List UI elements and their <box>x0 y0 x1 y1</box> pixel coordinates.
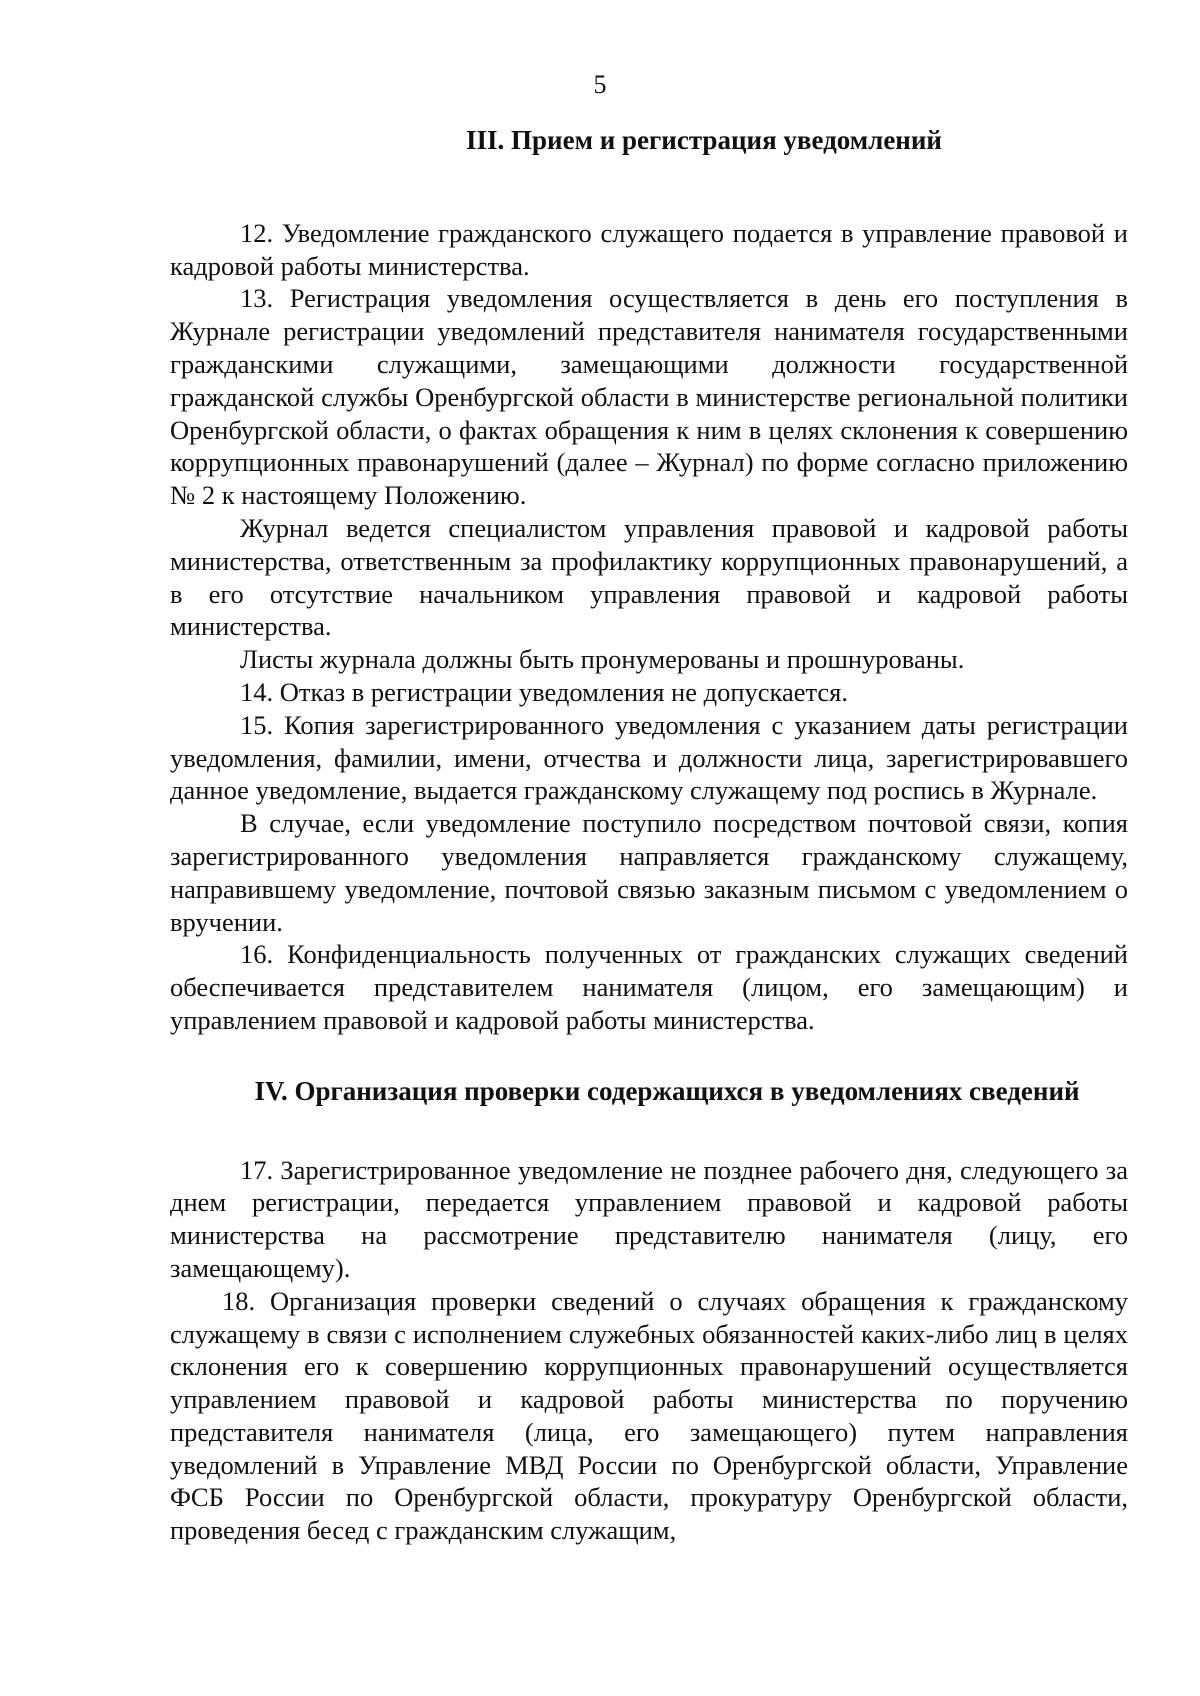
document-body <box>170 124 1128 1547</box>
paragraph-14: 14. Отказ в регистрации уведомления не допускается. <box>240 676 848 707</box>
paragraph-17: 17. Зарегистрированное уведомление не позднее рабочего дня, следующего за днем регистрации, передается управлением правовой и кадровой работы министерства на рассмотрение представителю нанимателя (лицу, его замещающему). <box>170 1154 1128 1283</box>
paragraph-16: 16. Конфиденциальность полученных от гражданских служащих сведений обеспечивается представителем нанимателя (лицом, его замещающим) и управлением правовой и кадровой работы министерства. <box>170 939 1128 1035</box>
section-4-heading: IV. Организация проверки содержащихся в уведомлениях сведений <box>254 1075 1080 1106</box>
paragraph-18: 18. Организация проверки сведений о случаях обращения к гражданскому служащему в связи с исполнением служебных обязанностей каких-либо лиц в целях склонения его к совершению коррупционных правонарушений осуществляется управлением правовой и кадровой работы министерства по поручению представителя нанимателя (лица, его замещающего) путем направления уведомлений в Управление МВД России по Оренбургской области, Управление ФСБ России по Оренбургской области, прокуратуру Оренбургской области, проведения бесед с гражданским служащим, <box>170 1285 1128 1546</box>
paragraph-15: 15. Копия зарегистрированного уведомления с указанием даты регистрации уведомления, фамилии, имени, отчества и должности лица, зарегистрировавшего данное уведомление, выдается гражданскому служащему под роспись в Журнале. <box>170 709 1128 806</box>
paragraph-postal-notice: В случае, если уведомление поступило посредством почтовой связи, копия зарегистрированного уведомления направляется гражданскому служащему, направившему уведомление, почтовой связью заказным письмом с уведомлением о вручении. <box>170 808 1128 937</box>
section-3-heading: III. Прием и регистрация уведомлений <box>466 125 942 155</box>
paragraph-journal-keeper: Журнал ведется специалистом управления правовой и кадровой работы министерства, ответственным за профилактику коррупционных правонарушений, а в его отсутствие начальником управления правовой и кадровой работы министерства. <box>170 512 1128 642</box>
paragraph-journal-sheets: Листы журнала должны быть пронумерованы и прошнурованы. <box>240 644 965 675</box>
paragraph-13: 13. Регистрация уведомления осуществляется в день его поступления в Журнале регистрации уведомлений представителя нанимателя государственными гражданскими служащими, замещающими должности государственной гражданской службы Оренбургской области в министерстве региональной политики Оренбургской области, о фактах обращения к ним в целях склонения к совершению коррупционных правонарушений (далее – Журнал) по форме согласно приложению № 2 к настоящему Положению. <box>170 283 1128 511</box>
paragraph-12: 12. Уведомление гражданского служащего подается в управление правовой и кадровой работы министерства. <box>170 217 1128 281</box>
page-number: 5 <box>593 70 607 99</box>
